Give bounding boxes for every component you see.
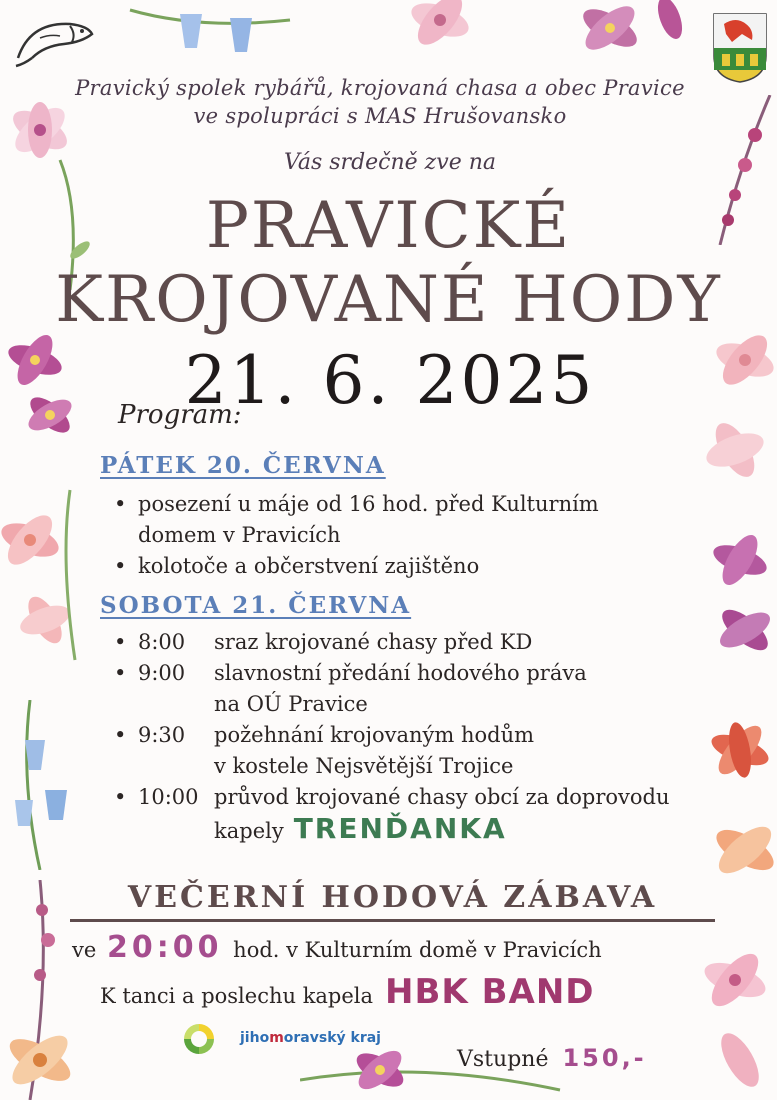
band-prefix: kapely (214, 819, 284, 843)
evening-time: 20:00 (106, 930, 223, 965)
dance-text: K tanci a poslechu kapela (100, 984, 374, 1008)
saturday-heading: SOBOTA 21. ČERVNA (100, 592, 412, 619)
fish-logo-icon (10, 12, 96, 70)
item-time: 8:00 (138, 630, 186, 654)
dance-line (100, 972, 595, 1012)
evening-heading: VEČERNÍ HODOVÁ ZÁBAVA (70, 880, 715, 922)
region-text-m: m (269, 1030, 284, 1046)
saturday-program-list (110, 627, 730, 847)
mas-logo-icon (182, 1022, 216, 1056)
item-text-continued (138, 813, 730, 847)
program-label: Program: (118, 400, 242, 430)
flower-icon (0, 700, 90, 870)
item-time: 9:30 (138, 723, 186, 747)
item-text-continued: na OÚ Pravice (214, 692, 368, 716)
organizers-text: Pravický spolek rybářů, krojovaná chasa a obec Pravice ve spolupráci s MAS Hrušovansko (75, 76, 685, 128)
item-text: požehnání krojovaným hodům (214, 723, 535, 747)
friday-heading: PÁTEK 20. ČERVNA (100, 452, 386, 479)
list-item (110, 489, 670, 551)
band-name-hbk: HBK BAND (385, 972, 595, 1012)
friday-program-list (110, 489, 670, 582)
item-time: 9:00 (138, 661, 186, 685)
event-date: 21. 6. 2025 (184, 342, 596, 419)
item-text: • posezení u máje od 16 hod. před Kulturním (138, 492, 599, 516)
evening-suffix: hod. v Kulturním domě v Pravicích (233, 938, 602, 962)
item-text: kolotoče a občerstvení zajištěno (138, 554, 480, 578)
event-title-line2: KROJOVANÉ HODY (55, 263, 722, 337)
item-time: 10:00 (138, 785, 199, 809)
flower-icon (120, 0, 300, 70)
flower-icon (0, 480, 90, 670)
evening-prefix: ve (72, 938, 97, 962)
list-item (110, 720, 730, 782)
region-text-pre: jiho (240, 1030, 270, 1046)
entry-fee (457, 1044, 647, 1072)
coat-of-arms-icon (712, 12, 768, 84)
fee-label: Vstupné (457, 1047, 549, 1072)
region-logo-text (240, 1030, 381, 1046)
region-text-post: oravský kraj (283, 1030, 381, 1046)
flower-icon (380, 0, 700, 80)
band-name-trendanka: TRENĎANKA (293, 812, 507, 845)
item-text: sraz krojované chasy před KD (214, 630, 533, 654)
flower-icon (690, 320, 777, 500)
invite-text: Vás srdečně zve na (284, 150, 496, 175)
item-text: domem v Pravicích (138, 523, 341, 547)
event-title-line1: PRAVICKÉ (205, 189, 572, 263)
item-text: průvod krojované chasy obcí za doprovodu (214, 785, 670, 809)
list-item (110, 627, 730, 658)
list-item (110, 551, 670, 582)
fee-value: 150,- (562, 1044, 647, 1072)
list-item (110, 782, 730, 847)
item-text: slavnostní předání hodového práva (214, 661, 587, 685)
flower-icon (680, 930, 777, 1100)
item-text-continued: v kostele Nejsvětější Trojice (214, 754, 514, 778)
evening-time-line (72, 930, 602, 965)
flower-icon (0, 320, 90, 450)
list-item (110, 658, 730, 720)
